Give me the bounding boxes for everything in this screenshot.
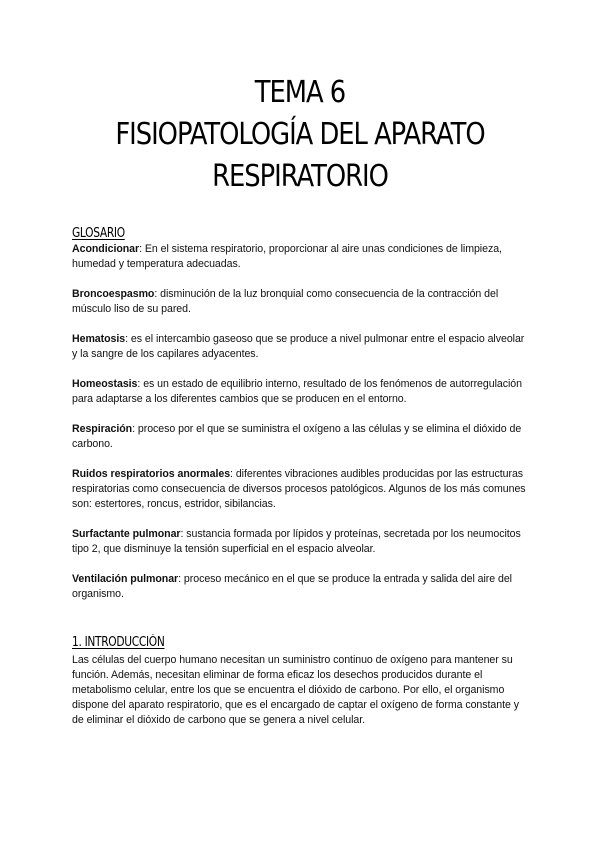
glossary-definition: : es un estado de equilibrio interno, resultado de los fenómenos de autorregulación para adaptarse a los diferentes cambios que se producen en el entorno. xyxy=(72,378,522,405)
title-line-2: FISIOPATOLOGÍA DEL APARATO xyxy=(115,117,485,152)
glossary-term: Respiración xyxy=(72,423,133,435)
title-line-1: TEMA 6 xyxy=(254,75,346,110)
introduccion-heading: 1. INTRODUCCIÓN xyxy=(72,635,165,650)
document-body xyxy=(72,226,532,728)
glossary-definition: : diferentes vibraciones audibles producidas por las estructuras respiratorias como consecuencia de diversos procesos patológicos. Algunos de los más comunes son: estertores, roncus, estridor, sibilancias. xyxy=(72,468,526,510)
glosario-heading: GLOSARIO xyxy=(72,226,125,241)
glossary-term: Homeostasis xyxy=(72,378,138,390)
glossary-term: Acondicionar xyxy=(72,243,140,255)
glossary-entry-acondicionar xyxy=(72,242,532,272)
glossary-list xyxy=(72,242,532,602)
glossary-entry-ruidos-respiratorios xyxy=(72,467,532,512)
glossary-definition: : sustancia formada por lípidos y proteínas, secretada por los neumocitos tipo 2, que disminuye la tensión superficial en el espacio alveolar. xyxy=(72,528,521,555)
glossary-definition: : disminución de la luz bronquial como consecuencia de la contracción del músculo liso de su pared. xyxy=(72,288,499,315)
glossary-entry-hematosis xyxy=(72,332,532,362)
glossary-term: Ventilación pulmonar xyxy=(72,573,179,585)
document-title xyxy=(42,72,558,198)
glossary-term: Broncoespasmo xyxy=(72,288,155,300)
glossary-term: Ruidos respiratorios anormales xyxy=(72,468,231,480)
glossary-entry-homeostasis xyxy=(72,377,532,407)
title-line-3: RESPIRATORIO xyxy=(212,159,388,194)
glossary-term: Surfactante pulmonar xyxy=(72,528,181,540)
glossary-entry-respiracion xyxy=(72,422,532,452)
glossary-definition: : proceso por el que se suministra el oxígeno a las células y se elimina el dióxido de carbono. xyxy=(72,423,522,450)
glossary-entry-surfactante-pulmonar xyxy=(72,527,532,557)
glossary-term: Hematosis xyxy=(72,333,126,345)
glossary-definition: : En el sistema respiratorio, proporcionar al aire unas condiciones de limpieza, humedad y temperatura adecuadas. xyxy=(72,243,502,270)
glossary-entry-broncoespasmo xyxy=(72,287,532,317)
glossary-definition: : proceso mecánico en el que se produce la entrada y salida del aire del organismo. xyxy=(72,573,512,600)
glossary-entry-ventilacion-pulmonar xyxy=(72,572,532,602)
glossary-definition: : es el intercambio gaseoso que se produce a nivel pulmonar entre el espacio alveolar y la sangre de los capilares adyacentes. xyxy=(72,333,525,360)
introduccion-paragraph: Las células del cuerpo humano necesitan un suministro continuo de oxígeno para mantener su función. Además, necesitan eliminar de forma eficaz los desechos producidos durante el metabolismo celular, entre los que se encuentra el dióxido de carbono. Por ello, el organismo dispone del aparato respiratorio, que es el encargado de captar el oxígeno de forma constante y de eliminar el dióxido de carbono que se genera a nivel celular. xyxy=(72,654,519,726)
